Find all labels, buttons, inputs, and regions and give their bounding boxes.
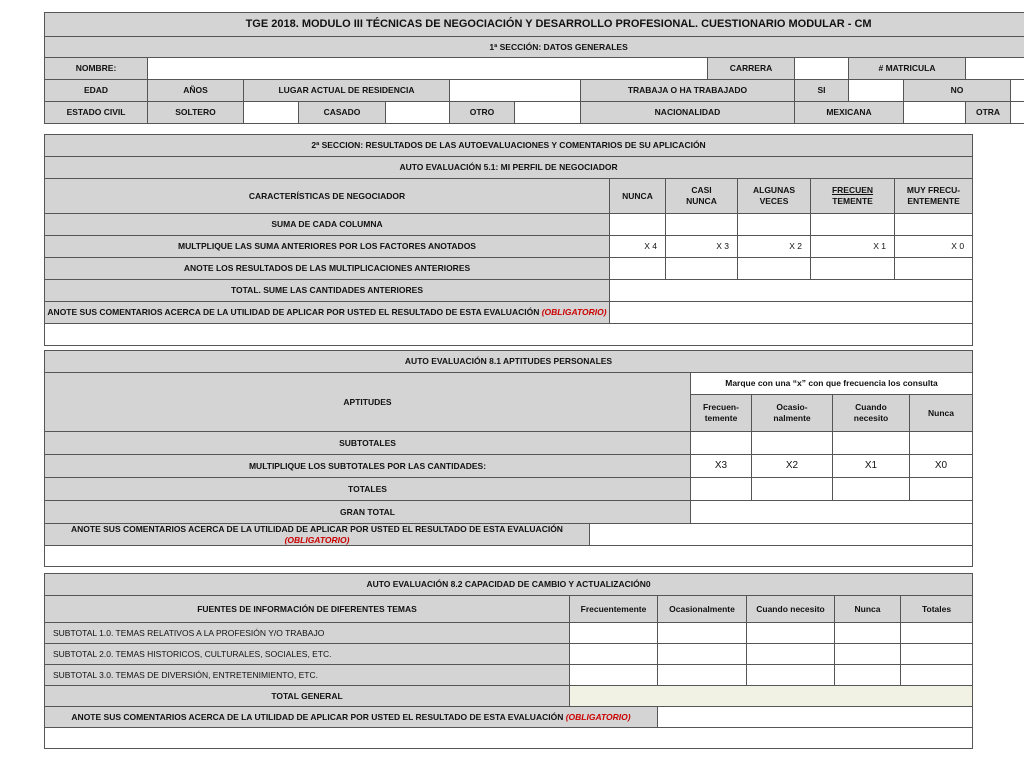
- obligatorio-text: (OBLIGATORIO): [565, 711, 631, 722]
- resultado-casi-nunca-cell[interactable]: [666, 258, 738, 280]
- suma-algunas-veces-cell[interactable]: [738, 214, 811, 236]
- gran-total-label: GRAN TOTAL: [45, 501, 691, 524]
- suma-muy-frecuentemente-cell[interactable]: [895, 214, 973, 236]
- autoevaluacion-8-1-heading: AUTO EVALUACIÓN 8.1 APTITUDES PERSONALES: [45, 351, 973, 373]
- marque-header: Marque con una “x” con que frecuencia los consulta: [691, 373, 973, 395]
- total-field[interactable]: [610, 280, 973, 302]
- otra-field[interactable]: [1011, 102, 1024, 124]
- subtotal-cuando-necesito-cell[interactable]: [833, 432, 910, 455]
- nacionalidad-label: NACIONALIDAD: [581, 102, 795, 124]
- resultado-algunas-veces-cell[interactable]: [738, 258, 811, 280]
- col-casi-nunca-line2: NUNCA: [686, 196, 717, 206]
- sub3-totales-cell[interactable]: [901, 665, 973, 686]
- autoevaluacion-8-2-heading: AUTO EVALUACIÓN 8.2 CAPACIDAD DE CAMBIO Y ACTUALIZACIÓN0: [45, 574, 973, 596]
- sub2-totales-cell[interactable]: [901, 644, 973, 665]
- nombre-field[interactable]: [148, 58, 708, 80]
- sub2-frecuentemente-cell[interactable]: [570, 644, 658, 665]
- caracteristicas-header: CARACTERÍSTICAS DE NEGOCIADOR: [45, 179, 610, 214]
- factor-x2: X2: [752, 455, 833, 478]
- comentarios-text: ANOTE SUS COMENTARIOS ACERCA DE LA UTILIDAD DE APLICAR POR USTED EL RESULTADO DE ESTA EVALUACIÓN: [47, 307, 540, 318]
- factor-x1: X1: [833, 455, 910, 478]
- col-casi-nunca-header: [666, 179, 738, 214]
- col-frecuentemente-header: [691, 395, 752, 432]
- section1-heading: 1ª SECCIÓN: DATOS GENERALES: [45, 37, 1024, 58]
- col-nunca-header: NUNCA: [610, 179, 666, 214]
- sub1-totales-cell[interactable]: [901, 623, 973, 644]
- subtotal-3-label: SUBTOTAL 3.0. TEMAS DE DIVERSIÓN, ENTRETENIMIENTO, ETC.: [45, 665, 570, 686]
- col-nunca-header: Nunca: [835, 596, 901, 623]
- comentarios-text: ANOTE SUS COMENTARIOS ACERCA DE LA UTILIDAD DE APLICAR POR USTED EL RESULTADO DE ESTA EVALUACIÓN: [71, 524, 563, 534]
- col-cuando-necesito-line2: necesito: [853, 413, 889, 423]
- suma-nunca-cell[interactable]: [610, 214, 666, 236]
- sub1-frecuentemente-cell[interactable]: [570, 623, 658, 644]
- factor-x0: X 0: [895, 236, 973, 258]
- factor-x0: X0: [910, 455, 973, 478]
- sub1-ocasionalmente-cell[interactable]: [658, 623, 747, 644]
- sub2-cuando-necesito-cell[interactable]: [747, 644, 835, 665]
- casado-label: CASADO: [299, 102, 386, 124]
- col-totales-header: Totales: [901, 596, 973, 623]
- col-ocasionalmente-header: [752, 395, 833, 432]
- si-label: SI: [795, 80, 849, 102]
- obligatorio-text: (OBLIGATORIO): [541, 307, 607, 318]
- edad-label: EDAD: [45, 80, 148, 102]
- trabaja-label: TRABAJA O HA TRABAJADO: [581, 80, 795, 102]
- sub1-cuando-necesito-cell[interactable]: [747, 623, 835, 644]
- factor-x4: X 4: [610, 236, 666, 258]
- matricula-label: # MATRICULA: [849, 58, 966, 80]
- suma-frecuentemente-cell[interactable]: [811, 214, 895, 236]
- carrera-field[interactable]: [795, 58, 849, 80]
- sub2-ocasionalmente-cell[interactable]: [658, 644, 747, 665]
- soltero-label: SOLTERO: [148, 102, 244, 124]
- col-cuando-necesito-line1: Cuando: [855, 402, 887, 413]
- col-muy-frecuentemente-line2: ENTEMENTE: [907, 196, 960, 206]
- matricula-field[interactable]: [966, 58, 1024, 80]
- comentarios-label: [45, 524, 590, 546]
- form-title: TGE 2018. MODULO III TÉCNICAS DE NEGOCIACIÓN Y DESARROLLO PROFESIONAL. CUESTIONARIO MODULAR - CM: [45, 13, 1024, 37]
- comentarios-area[interactable]: [45, 728, 973, 749]
- si-field[interactable]: [849, 80, 904, 102]
- col-muy-frecuentemente-header: [895, 179, 973, 214]
- comentarios-label: [45, 302, 610, 324]
- subtotal-ocasionalmente-cell[interactable]: [752, 432, 833, 455]
- comentarios-field[interactable]: [610, 302, 973, 324]
- nombre-label: NOMBRE:: [45, 58, 148, 80]
- no-field[interactable]: [1011, 80, 1024, 102]
- sub1-nunca-cell[interactable]: [835, 623, 901, 644]
- sub2-nunca-cell[interactable]: [835, 644, 901, 665]
- comentarios-field[interactable]: [658, 707, 973, 728]
- total-cuando-necesito-cell[interactable]: [833, 478, 910, 501]
- total-ocasionalmente-cell[interactable]: [752, 478, 833, 501]
- estado-civil-label: ESTADO CIVIL: [45, 102, 148, 124]
- col-ocasionalmente-header: Ocasionalmente: [658, 596, 747, 623]
- mexicana-field[interactable]: [904, 102, 966, 124]
- sub3-nunca-cell[interactable]: [835, 665, 901, 686]
- anos-label: AÑOS: [148, 80, 244, 102]
- comentarios-field[interactable]: [590, 524, 973, 546]
- col-frecuentemente-line2: temente: [704, 413, 738, 423]
- col-algunas-veces-line1: ALGUNAS: [752, 185, 796, 196]
- otra-label: OTRA: [966, 102, 1011, 124]
- aptitudes-personales-table: [44, 350, 973, 567]
- casado-field[interactable]: [386, 102, 450, 124]
- aptitudes-header: APTITUDES: [45, 373, 691, 432]
- total-general-label: TOTAL GENERAL: [45, 686, 570, 707]
- total-nunca-cell[interactable]: [910, 478, 973, 501]
- perfil-negociador-table: [44, 134, 973, 346]
- col-algunas-veces-line2: VECES: [759, 196, 789, 206]
- mexicana-label: MEXICANA: [795, 102, 904, 124]
- totales-label: TOTALES: [45, 478, 691, 501]
- subtotal-nunca-cell[interactable]: [910, 432, 973, 455]
- datos-generales-table: [44, 12, 1024, 124]
- subtotal-2-label: SUBTOTAL 2.0. TEMAS HISTORICOS, CULTURALES, SOCIALES, ETC.: [45, 644, 570, 665]
- resultado-nunca-cell[interactable]: [610, 258, 666, 280]
- suma-casi-nunca-cell[interactable]: [666, 214, 738, 236]
- comentarios-text: ANOTE SUS COMENTARIOS ACERCA DE LA UTILIDAD DE APLICAR POR USTED EL RESULTADO DE ESTA EVALUACIÓN: [71, 711, 564, 722]
- col-nunca-header: Nunca: [910, 395, 973, 432]
- total-general-field[interactable]: [570, 686, 973, 707]
- sub3-cuando-necesito-cell[interactable]: [747, 665, 835, 686]
- fuentes-header: FUENTES DE INFORMACIÓN DE DIFERENTES TEMAS: [45, 596, 570, 623]
- multiplique-subtotales-label: MULTIPLIQUE LOS SUBTOTALES POR LAS CANTIDADES:: [45, 455, 691, 478]
- col-ocasionalmente-line1: Ocasio-: [776, 402, 808, 413]
- gran-total-field[interactable]: [691, 501, 973, 524]
- factor-x1: X 1: [811, 236, 895, 258]
- col-frecuentemente-line1: Frecuen-: [703, 402, 739, 413]
- col-cuando-necesito-header: [833, 395, 910, 432]
- factor-x3: X3: [691, 455, 752, 478]
- sub3-ocasionalmente-cell[interactable]: [658, 665, 747, 686]
- comentarios-area[interactable]: [45, 324, 973, 346]
- comentarios-area[interactable]: [45, 546, 973, 567]
- col-frecuentemente-line2: TEMENTE: [832, 196, 873, 206]
- sub3-frecuentemente-cell[interactable]: [570, 665, 658, 686]
- comentarios-label: [45, 707, 658, 728]
- col-muy-frecuentemente-line1: MUY FRECU-: [906, 185, 961, 196]
- subtotal-1-label: SUBTOTAL 1.0. TEMAS RELATIVOS A LA PROFESIÓN Y/O TRABAJO: [45, 623, 570, 644]
- subtotal-frecuentemente-cell[interactable]: [691, 432, 752, 455]
- resultado-muy-frecuentemente-cell[interactable]: [895, 258, 973, 280]
- suma-columna-label: SUMA DE CADA COLUMNA: [45, 214, 610, 236]
- subtotales-label: SUBTOTALES: [45, 432, 691, 455]
- carrera-label: CARRERA: [708, 58, 795, 80]
- col-ocasionalmente-line2: nalmente: [773, 413, 811, 423]
- anote-resultados-label: ANOTE LOS RESULTADOS DE LAS MULTIPLICACIONES ANTERIORES: [45, 258, 610, 280]
- section2-heading: 2ª SECCION: RESULTADOS DE LAS AUTOEVALUACIONES Y COMENTARIOS DE SU APLICACIÓN: [45, 135, 973, 157]
- multiplique-label: MULTPLIQUE LAS SUMA ANTERIORES POR LOS FACTORES ANOTADOS: [45, 236, 610, 258]
- soltero-field[interactable]: [244, 102, 299, 124]
- factor-x3: X 3: [666, 236, 738, 258]
- otro-label: OTRO: [450, 102, 515, 124]
- col-cuando-necesito-header: Cuando necesito: [747, 596, 835, 623]
- capacidad-cambio-table: [44, 573, 973, 749]
- factor-x2: X 2: [738, 236, 811, 258]
- col-casi-nunca-line1: CASI: [691, 185, 712, 196]
- resultado-frecuentemente-cell[interactable]: [811, 258, 895, 280]
- col-frecuentemente-line1: FRECUEN: [831, 185, 874, 196]
- col-algunas-veces-header: [738, 179, 811, 214]
- total-frecuentemente-cell[interactable]: [691, 478, 752, 501]
- lugar-residencia-label: LUGAR ACTUAL DE RESIDENCIA: [244, 80, 450, 102]
- otro-field[interactable]: [515, 102, 581, 124]
- total-label: TOTAL. SUME LAS CANTIDADES ANTERIORES: [45, 280, 610, 302]
- lugar-residencia-field[interactable]: [450, 80, 581, 102]
- no-label: NO: [904, 80, 1011, 102]
- autoevaluacion-5-1-heading: AUTO EVALUACIÓN 5.1: MI PERFIL DE NEGOCIADOR: [45, 157, 973, 179]
- col-frecuentemente-header: [811, 179, 895, 214]
- col-frecuentemente-header: Frecuentemente: [570, 596, 658, 623]
- obligatorio-text: (OBLIGATORIO): [284, 534, 350, 545]
